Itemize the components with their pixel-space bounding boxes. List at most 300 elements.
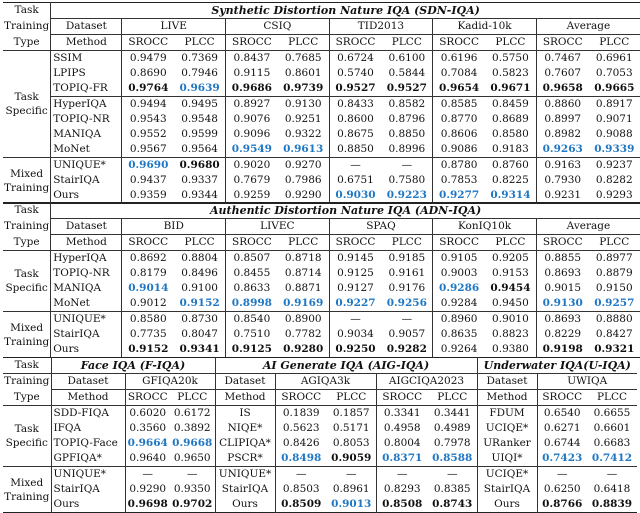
score-cell: 0.7084 — [440, 67, 478, 79]
score-cell: 0.9161 — [381, 266, 432, 281]
method-name: UIQI* — [477, 451, 537, 467]
metric-header: PLCC — [587, 390, 637, 406]
score-cell: 0.4958 — [383, 422, 421, 434]
score-cell: 0.6751 — [337, 174, 374, 186]
group-label — [3, 51, 51, 158]
table-row — [3, 281, 640, 296]
score-cell: 0.9030 — [335, 189, 376, 201]
score-cell: 0.6601 — [593, 422, 631, 434]
metric-header: SROCC — [226, 235, 278, 251]
score-cell: 0.6724 — [337, 52, 374, 64]
score-cell: 0.9552 — [129, 128, 167, 140]
score-cell: 0.9290 — [278, 188, 329, 204]
metric-header: PLCC — [327, 390, 376, 406]
score-cell: 0.7369 — [174, 51, 225, 67]
method-name: URanker — [477, 436, 537, 451]
score-cell: 0.5171 — [327, 421, 376, 436]
score-cell: 0.9169 — [278, 296, 329, 312]
metric-header: SROCC — [433, 235, 485, 251]
metric-header: PLCC — [381, 235, 432, 251]
score-cell: 0.9702 — [170, 497, 215, 513]
score-cell: 0.8507 — [233, 252, 271, 264]
group-label-line: Mixed — [10, 476, 44, 489]
score-cell: 0.9057 — [381, 327, 432, 342]
score-cell: 0.9251 — [278, 112, 329, 127]
score-cell: — — [428, 467, 477, 483]
score-cell: 0.8855 — [544, 252, 582, 264]
score-cell: 0.9152 — [128, 343, 169, 355]
score-cell: 0.9650 — [170, 451, 215, 467]
score-cell: 0.9764 — [128, 82, 169, 94]
score-cell: 0.8459 — [485, 97, 536, 113]
score-cell: 0.5823 — [485, 66, 536, 81]
score-cell: 0.8229 — [544, 328, 582, 340]
score-cell: 0.9549 — [226, 142, 278, 158]
score-cell: 0.9125 — [231, 343, 272, 355]
score-cell: 0.8675 — [337, 128, 374, 140]
score-cell: 0.9020 — [233, 159, 271, 171]
metric-header: SROCC — [536, 235, 588, 251]
score-cell: 0.9690 — [128, 159, 169, 171]
group-label-line: Training — [4, 490, 50, 503]
method-name: UNIQUE* — [51, 467, 125, 483]
method-name: CLIPIQA* — [215, 436, 275, 451]
score-cell: — — [381, 158, 432, 174]
score-cell: 0.7580 — [381, 173, 432, 188]
score-cell: 0.8427 — [595, 328, 633, 340]
dataset-header: AIGCIQA2023 — [376, 374, 477, 390]
score-cell: 0.9639 — [174, 81, 225, 97]
score-cell: 0.8927 — [226, 97, 278, 113]
method-name: HyperIQA — [51, 97, 122, 113]
method-name: Ours — [51, 188, 122, 204]
score-cell: 0.9270 — [278, 158, 329, 174]
score-cell: 0.9010 — [485, 312, 536, 328]
score-cell: 0.9153 — [485, 266, 536, 281]
metric-header: PLCC — [278, 235, 329, 251]
score-cell: 0.9086 — [433, 142, 485, 158]
score-cell: 0.6250 — [543, 483, 581, 495]
metric-header: PLCC — [485, 235, 536, 251]
score-cell: 0.9257 — [589, 296, 640, 312]
table-row — [3, 173, 640, 188]
score-cell: 0.9259 — [233, 189, 271, 201]
method-name: SSIM — [51, 51, 122, 67]
score-cell: 0.8879 — [595, 267, 633, 279]
adn-title: Authentic Distortion Nature IQA (ADN-IQA) — [51, 203, 640, 219]
label-dataset: Dataset — [51, 219, 122, 235]
metric-header: SROCC — [125, 390, 170, 406]
score-cell: 0.9527 — [381, 81, 432, 97]
method-name: StairIQA — [51, 327, 122, 342]
score-cell: 0.3441 — [428, 406, 477, 422]
dataset-header: TID2013 — [329, 19, 433, 35]
score-cell: 0.8871 — [278, 281, 329, 296]
score-cell: 0.7946 — [174, 66, 225, 81]
score-cell: 0.9350 — [170, 482, 215, 497]
score-cell: 0.9322 — [278, 127, 329, 142]
group-label-line: Specific — [5, 105, 48, 117]
group-label-line: Specific — [5, 437, 48, 449]
score-cell: 0.6744 — [543, 437, 581, 449]
score-cell: 0.8743 — [428, 497, 477, 513]
score-cell: 0.9658 — [542, 82, 583, 94]
score-cell: 0.9668 — [170, 436, 215, 451]
table-row — [3, 342, 640, 358]
score-cell: 0.9145 — [337, 252, 374, 264]
score-cell: 0.9015 — [544, 282, 582, 294]
score-cell: 0.9227 — [329, 296, 381, 312]
underwater-title: Underwater IQA(U-IQA) — [477, 358, 637, 374]
metric-header: SROCC — [122, 235, 174, 251]
score-cell: 0.8693 — [544, 267, 582, 279]
score-cell: 0.7930 — [544, 174, 582, 186]
score-cell: 0.9231 — [544, 189, 582, 201]
score-cell: 0.7607 — [544, 67, 582, 79]
dataset-header: LIVEC — [226, 219, 330, 235]
method-name: MoNet — [51, 142, 122, 158]
score-cell: 0.9115 — [233, 67, 271, 79]
metric-header: SROCC — [275, 390, 327, 406]
score-cell: 0.8900 — [278, 312, 329, 328]
label-dataset: Dataset — [51, 19, 122, 35]
metric-header: SROCC — [433, 35, 485, 51]
method-name: GPFIQA* — [51, 451, 125, 467]
group-label — [3, 312, 51, 358]
group-label — [3, 251, 51, 312]
score-cell: 0.8714 — [278, 266, 329, 281]
score-cell: 0.8996 — [381, 142, 432, 158]
score-cell: 0.9543 — [129, 113, 167, 125]
score-cell: 0.8960 — [440, 313, 478, 325]
method-name: UCIQE* — [477, 421, 537, 436]
table-row — [3, 312, 640, 328]
score-cell: 0.8766 — [542, 498, 583, 510]
score-cell: 0.9176 — [381, 281, 432, 296]
table-row — [3, 482, 637, 497]
metric-header: SROCC — [537, 390, 587, 406]
score-cell: 0.9286 — [439, 282, 480, 294]
method-name: Ours — [51, 342, 122, 358]
score-cell: 0.8839 — [591, 498, 633, 510]
label-type: Type — [3, 390, 51, 406]
metric-header: PLCC — [589, 35, 640, 51]
group-label-line: Training — [3, 335, 50, 348]
score-cell: 0.8053 — [327, 436, 376, 451]
score-cell: — — [142, 468, 153, 480]
score-cell: 0.9337 — [174, 173, 225, 188]
score-cell: 0.9096 — [233, 128, 271, 140]
score-cell: 0.9198 — [542, 343, 583, 355]
bottom-iqa-table — [3, 357, 637, 513]
score-cell: 0.8498 — [275, 451, 327, 467]
score-cell: 0.7510 — [233, 328, 271, 340]
method-name: Ours — [215, 497, 275, 513]
method-name: UNIQUE* — [51, 312, 122, 328]
score-cell: 0.9548 — [174, 112, 225, 127]
table-row — [3, 127, 640, 142]
score-cell: 0.9013 — [327, 497, 376, 513]
method-name: TOPIQ-Face — [51, 436, 125, 451]
score-cell: 0.8850 — [381, 127, 432, 142]
score-cell: 0.9359 — [129, 189, 167, 201]
score-cell: 0.9152 — [174, 296, 225, 312]
score-cell: 0.6196 — [440, 52, 478, 64]
dataset-header: Average — [566, 220, 611, 232]
score-cell: 0.6100 — [381, 51, 432, 67]
label-method: Method — [215, 390, 275, 406]
score-cell: 0.4989 — [428, 421, 477, 436]
method-name: Ours — [477, 497, 537, 513]
score-cell: 0.8633 — [233, 282, 271, 294]
score-cell: 0.9686 — [231, 82, 272, 94]
score-cell: 0.9339 — [589, 142, 640, 158]
score-cell: 0.6271 — [543, 422, 581, 434]
score-cell: 0.9698 — [127, 498, 168, 510]
dataset-header: Kadid-10k — [433, 19, 537, 35]
score-cell: 0.5844 — [381, 66, 432, 81]
method-name: StairIQA — [51, 482, 125, 497]
label-dataset: Dataset — [215, 374, 275, 390]
score-cell: 0.9665 — [594, 82, 635, 94]
group-label — [3, 467, 51, 513]
score-cell: 0.8437 — [233, 52, 271, 64]
method-name: UNIQUE* — [215, 467, 275, 483]
aig-title: AI Generate IQA (AIG-IQA) — [215, 358, 477, 374]
method-name: PSCR* — [215, 451, 275, 467]
table-row — [3, 436, 637, 451]
group-label-line: Mixed — [10, 321, 44, 334]
score-cell: 0.8606 — [440, 128, 478, 140]
adn-mixed-rows — [3, 312, 640, 358]
table-row — [3, 296, 640, 312]
score-cell: 0.9076 — [233, 113, 271, 125]
label-training: Training — [3, 219, 51, 235]
label-training: Training — [3, 374, 51, 390]
score-cell: — — [606, 468, 618, 480]
table-row — [3, 327, 640, 342]
adn-task-specific-rows — [3, 251, 640, 312]
score-cell: — — [350, 159, 361, 171]
score-cell: 0.9321 — [594, 343, 635, 355]
score-cell: 0.9282 — [381, 342, 432, 358]
score-cell: 0.8225 — [485, 173, 536, 188]
score-cell: 0.8690 — [129, 67, 167, 79]
score-cell: 0.9205 — [485, 251, 536, 267]
metric-header: SROCC — [122, 35, 174, 51]
score-cell: 0.8600 — [337, 113, 374, 125]
method-name: UNIQUE* — [51, 158, 122, 174]
table-row — [3, 467, 637, 483]
method-name: UCIQE* — [477, 467, 537, 483]
score-cell: — — [296, 468, 307, 480]
score-cell: 0.9671 — [485, 81, 536, 97]
bottom-mixed-rows — [3, 467, 637, 513]
score-cell: — — [170, 467, 215, 483]
adn-iqa-table — [3, 202, 640, 358]
metric-header: SROCC — [226, 35, 278, 51]
score-cell: 0.9567 — [122, 142, 174, 158]
score-cell: 0.8860 — [536, 97, 588, 113]
score-cell: 0.3892 — [170, 421, 215, 436]
metric-header: SROCC — [329, 35, 381, 51]
method-name: NIQE* — [215, 421, 275, 436]
score-cell: 0.8601 — [278, 66, 329, 81]
metric-header: PLCC — [174, 235, 225, 251]
score-cell: 0.9014 — [128, 282, 169, 294]
score-cell: 0.9280 — [278, 342, 329, 358]
score-cell: 0.8804 — [174, 251, 225, 267]
score-cell: 0.8760 — [485, 158, 536, 174]
score-cell: 0.9680 — [174, 158, 225, 174]
score-cell: 0.8796 — [381, 112, 432, 127]
table-row — [3, 421, 637, 436]
score-cell: 0.9454 — [485, 281, 536, 296]
score-cell: 0.8880 — [595, 313, 633, 325]
dataset-header: Average — [566, 20, 611, 32]
face-title: Face IQA (F-IQA) — [51, 358, 215, 374]
score-cell: 0.9250 — [335, 343, 376, 355]
score-cell: 0.8179 — [129, 267, 167, 279]
score-cell: — — [397, 468, 408, 480]
label-dataset: Dataset — [477, 374, 537, 390]
method-name: Ours — [51, 497, 125, 513]
score-cell: 0.9130 — [536, 296, 588, 312]
score-cell: 0.8509 — [281, 498, 322, 510]
metric-header: PLCC — [381, 35, 432, 51]
score-cell: 0.9183 — [485, 142, 536, 158]
group-label-line: Mixed — [10, 167, 44, 180]
method-name: SDD-FIQA — [51, 406, 125, 422]
method-name: MoNet — [51, 296, 122, 312]
method-name: StairIQA — [51, 173, 122, 188]
score-cell: 0.9071 — [595, 113, 633, 125]
score-cell: 0.9012 — [122, 296, 174, 312]
score-cell: 0.9256 — [381, 296, 432, 312]
dataset-header: CSIQ — [226, 19, 330, 35]
table-row — [3, 142, 640, 158]
score-cell: 0.8961 — [327, 482, 376, 497]
table-row — [3, 451, 637, 467]
score-cell: 0.9613 — [278, 142, 329, 158]
score-cell: 0.9125 — [337, 267, 374, 279]
score-cell: 0.8850 — [329, 142, 381, 158]
score-cell: 0.9314 — [485, 188, 536, 204]
score-cell: 0.7782 — [278, 327, 329, 342]
method-name: TOPIQ-NR — [51, 112, 122, 127]
score-cell: 0.9380 — [485, 342, 536, 358]
table-row — [3, 66, 640, 81]
metric-header: SROCC — [329, 235, 381, 251]
group-label-line: Training — [3, 181, 50, 194]
score-cell: 0.9495 — [174, 97, 225, 113]
score-cell: 0.9088 — [595, 128, 633, 140]
score-cell: 0.8730 — [174, 312, 225, 328]
score-cell: — — [327, 467, 376, 483]
score-cell: 0.9130 — [278, 97, 329, 113]
score-cell: — — [557, 468, 568, 480]
table-row — [3, 112, 640, 127]
label-method: Method — [51, 390, 125, 406]
sdn-mixed-rows — [3, 158, 640, 204]
score-cell: 0.6418 — [593, 483, 631, 495]
label-method: Method — [51, 35, 122, 51]
metric-header: PLCC — [485, 35, 536, 51]
score-cell: 0.5623 — [282, 422, 320, 434]
score-cell: 0.3560 — [129, 422, 167, 434]
score-cell: 0.8693 — [544, 313, 582, 325]
score-cell: 0.3341 — [383, 407, 421, 419]
method-name: TOPIQ-FR — [51, 81, 122, 97]
score-cell: 0.9527 — [335, 82, 376, 94]
score-cell: 0.9494 — [122, 97, 174, 113]
score-cell: 0.8293 — [383, 483, 421, 495]
method-name: MANIQA — [51, 127, 122, 142]
score-cell: 0.1857 — [327, 406, 376, 422]
score-cell: 0.8426 — [282, 437, 320, 449]
table-row — [3, 97, 640, 113]
score-cell: 0.8770 — [440, 113, 478, 125]
score-cell: 0.8004 — [383, 437, 421, 449]
score-cell: 0.9105 — [440, 252, 478, 264]
method-name: TOPIQ-NR — [51, 266, 122, 281]
score-cell: 0.7685 — [278, 51, 329, 67]
score-cell: 0.6020 — [129, 407, 167, 419]
score-cell: 0.9100 — [174, 281, 225, 296]
score-cell: 0.7853 — [440, 174, 478, 186]
table-row — [3, 406, 637, 422]
label-training: Training — [3, 19, 51, 35]
score-cell: 0.8780 — [440, 159, 478, 171]
score-cell: 0.8689 — [485, 112, 536, 127]
score-cell: 0.7735 — [129, 328, 167, 340]
score-cell: 0.9263 — [536, 142, 588, 158]
score-cell: 0.8585 — [433, 97, 485, 113]
label-task: Task — [3, 3, 51, 19]
label-method: Method — [51, 235, 122, 251]
table-row — [3, 81, 640, 97]
score-cell: 0.9284 — [433, 296, 485, 312]
table-row — [3, 251, 640, 267]
dataset-header: AGIQA3k — [275, 374, 376, 390]
score-cell: 0.7467 — [544, 52, 582, 64]
score-cell: 0.9185 — [381, 251, 432, 267]
score-cell: 0.9277 — [439, 189, 480, 201]
label-task: Task — [3, 358, 51, 374]
score-cell: 0.7423 — [537, 451, 587, 467]
group-label-line: Task — [14, 423, 39, 435]
metric-header: PLCC — [589, 235, 640, 251]
group-label-line: Task — [14, 268, 39, 280]
score-cell: 0.5750 — [485, 51, 536, 67]
score-cell: 0.6961 — [595, 52, 633, 64]
dataset-header: UWIQA — [567, 375, 608, 387]
dataset-header: LIVE — [122, 19, 226, 35]
score-cell: 0.9739 — [278, 81, 329, 97]
sdn-task-specific-rows — [3, 51, 640, 158]
table-row — [3, 51, 640, 67]
metric-header: SROCC — [376, 390, 428, 406]
score-cell: 0.9034 — [337, 328, 374, 340]
score-cell: 0.9479 — [129, 52, 167, 64]
score-cell: 0.8508 — [382, 498, 423, 510]
score-cell: 0.8982 — [544, 128, 582, 140]
score-cell: 0.8823 — [485, 327, 536, 342]
score-cell: 0.8496 — [174, 266, 225, 281]
metric-header: PLCC — [428, 390, 477, 406]
method-name: FDUM — [477, 406, 537, 422]
table-row — [3, 266, 640, 281]
